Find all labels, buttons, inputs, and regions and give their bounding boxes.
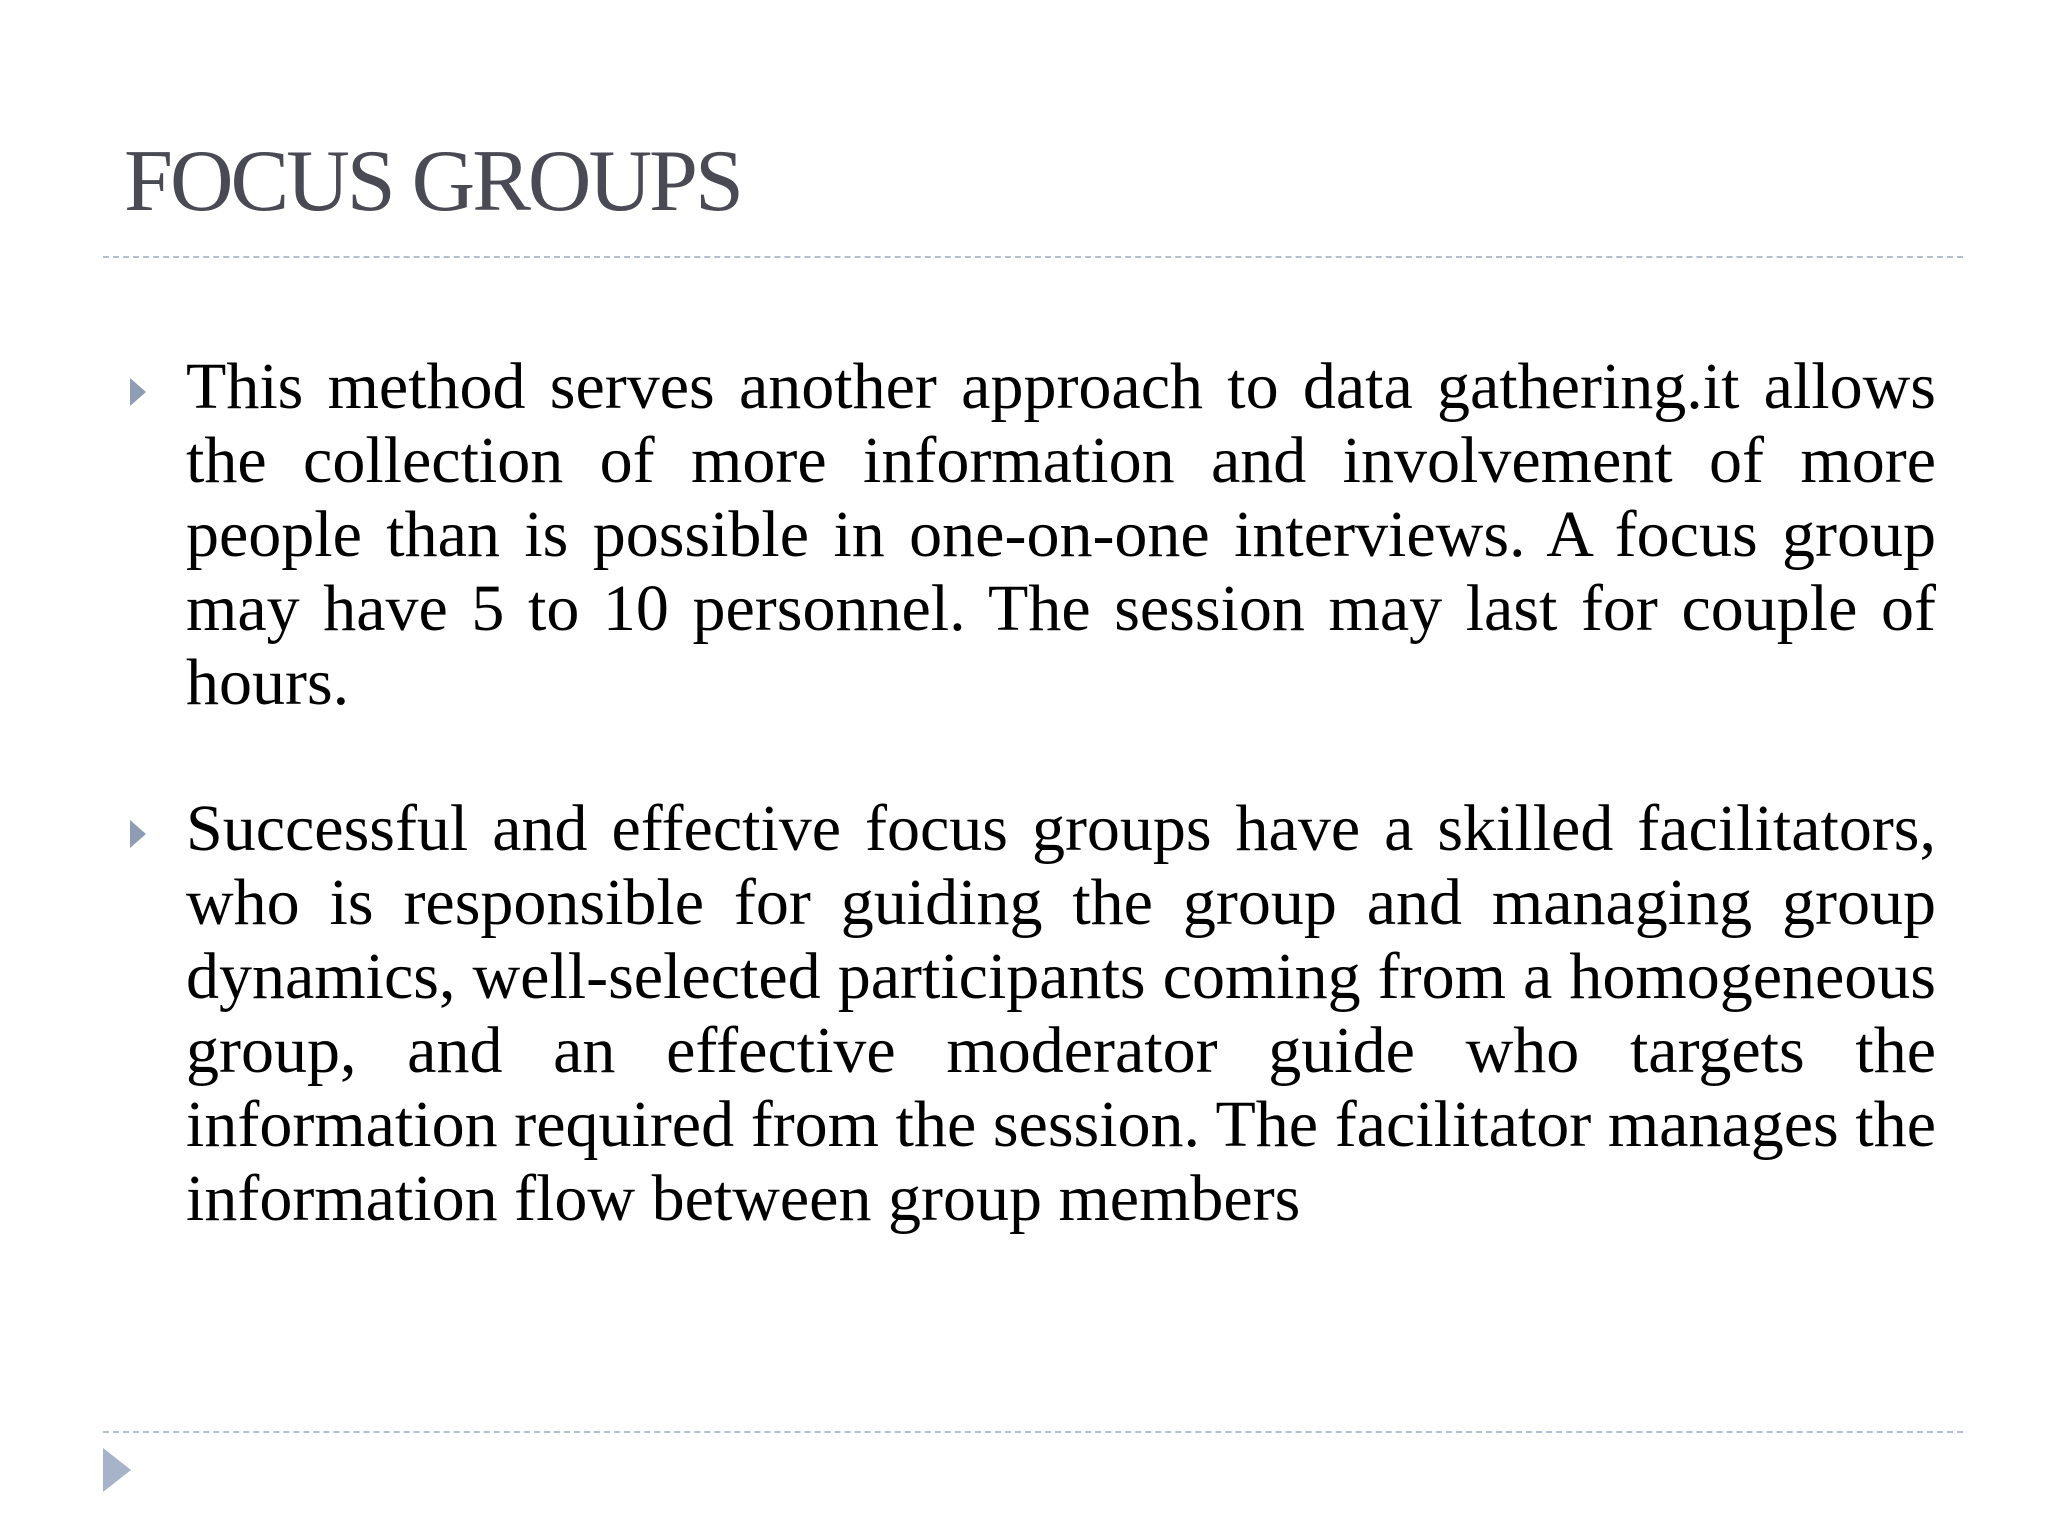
slide-title: FOCUS GROUPS — [124, 133, 741, 230]
corner-triangle-icon — [103, 1448, 131, 1492]
triangle-right-icon — [130, 378, 146, 406]
bullet-item-1 — [124, 350, 1936, 720]
bullet-text: Successful and effective focus groups have a skilled facilitators, who is responsible for guiding the group and managing group dynamics, well-selected participants coming from a homogeneous group, and an effective moderator guide who targets the information required from the session. The facilitator manages the information flow between group members — [186, 792, 1936, 1235]
bullet-text: This method serves another approach to data gathering.it allows the collection of more information and involvement of more people than is possible in one-on-one interviews. A focus group may have 5 to 10 personnel. The session may last for couple of hours. — [186, 350, 1936, 719]
footer-divider — [103, 1431, 1963, 1433]
bullet-item-2 — [124, 792, 1936, 1236]
bullet-list — [124, 350, 1936, 1236]
title-divider — [103, 256, 1963, 258]
triangle-right-icon — [130, 820, 146, 848]
